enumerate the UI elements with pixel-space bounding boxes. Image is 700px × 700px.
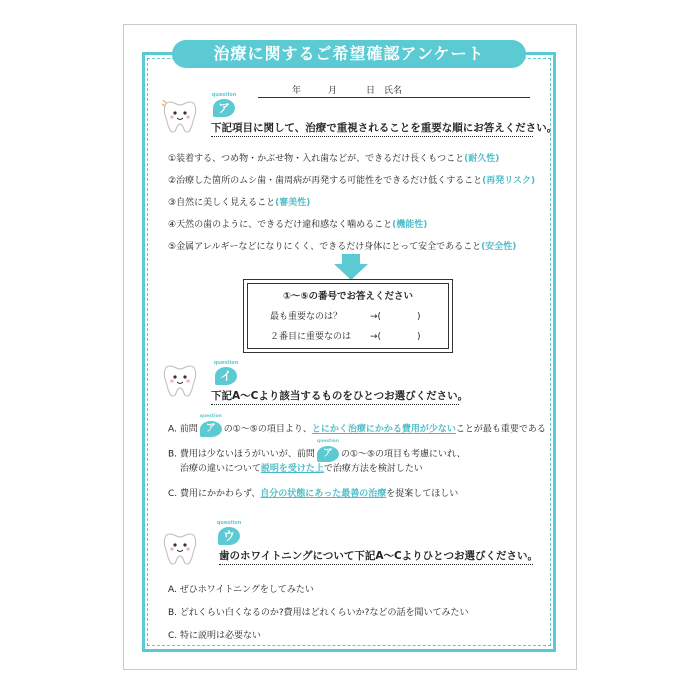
q2-option-a: A. 前問 question ア の①〜⑤の項目より、とにかく治療にかかる費用が少ないことが最も重要である (168, 421, 546, 437)
q2-option-b: B. 費用は少ないほうがいいが、前問 question ア の①〜⑤の項目も考慮にいれ、 (168, 446, 466, 462)
second-priority-field[interactable]: →( ) (370, 332, 421, 342)
q3-option-c: C. 特に説明は必要ない (168, 631, 262, 641)
question-c-text: 歯のホワイトニングについて下記A〜Cよりひとつお選びください。 (219, 550, 538, 562)
date-name-line[interactable] (258, 83, 530, 98)
q2-option-b-line2: 治療の違いについて説明を受けた上で治療方法を検討したい (180, 464, 423, 474)
year-label: 年 (292, 86, 302, 96)
question-a-ref-badge: question ア (200, 421, 222, 437)
q1-option-4: ④天然の歯のように、できるだけ違和感なく噛めること(機能性) (168, 220, 428, 230)
dotted-divider (211, 404, 459, 405)
second-priority-label: ２番目に重要なのは (270, 332, 352, 342)
q1-option-5: ⑤金属アレルギーなどになりにくく、できるだけ身体にとって安全であること(安全性) (168, 242, 517, 252)
day-label: 日 (366, 86, 376, 96)
q1-option-2: ②治療した箇所のムシ歯・歯周病が再発する可能性をできるだけ低くすること(再発リスク) (168, 176, 536, 186)
question-a-ref-badge: question ア (317, 446, 339, 462)
name-label: 氏名 (384, 86, 403, 96)
dotted-divider (219, 564, 533, 565)
question-a-badge: question ア (211, 92, 237, 115)
question-a-text: 下記項目に関して、治療で重視されることを重要な順にお答えください。 (211, 122, 558, 134)
question-b-badge: question イ (213, 360, 239, 383)
answer-box (243, 279, 453, 353)
tooth-mascot-icon (160, 528, 204, 568)
q2-option-c: C. 費用にかかわらず、自分の状態にあった最善の治療を提案してほしい (168, 489, 459, 499)
down-arrow-icon (334, 254, 368, 280)
q3-option-a: A. ぜひホワイトニングをしてみたい (168, 585, 314, 595)
page-title: 治療に関するご希望確認アンケート (172, 40, 526, 68)
month-label: 月 (328, 86, 338, 96)
tooth-mascot-icon (160, 96, 204, 136)
question-c-badge: question ウ (216, 520, 242, 543)
first-priority-label: 最も重要なのは？ (270, 312, 343, 322)
answer-box-title: ①〜⑤の番号でお答えください (282, 291, 414, 302)
question-b-text: 下記A〜Cより該当するものをひとつお選びください。 (211, 390, 469, 402)
dotted-divider (211, 136, 533, 137)
q1-option-1: ①装着する、つめ物・かぶせ物・入れ歯などが、できるだけ長くもつこと(耐久性) (168, 154, 500, 164)
first-priority-field[interactable]: →( ) (370, 312, 421, 322)
tooth-mascot-icon (160, 360, 204, 400)
q3-option-b: B. どれくらい白くなるのか?費用はどれくらいか?などの話を聞いてみたい (168, 608, 469, 618)
q1-option-3: ③自然に美しく見えること(審美性) (168, 198, 311, 208)
